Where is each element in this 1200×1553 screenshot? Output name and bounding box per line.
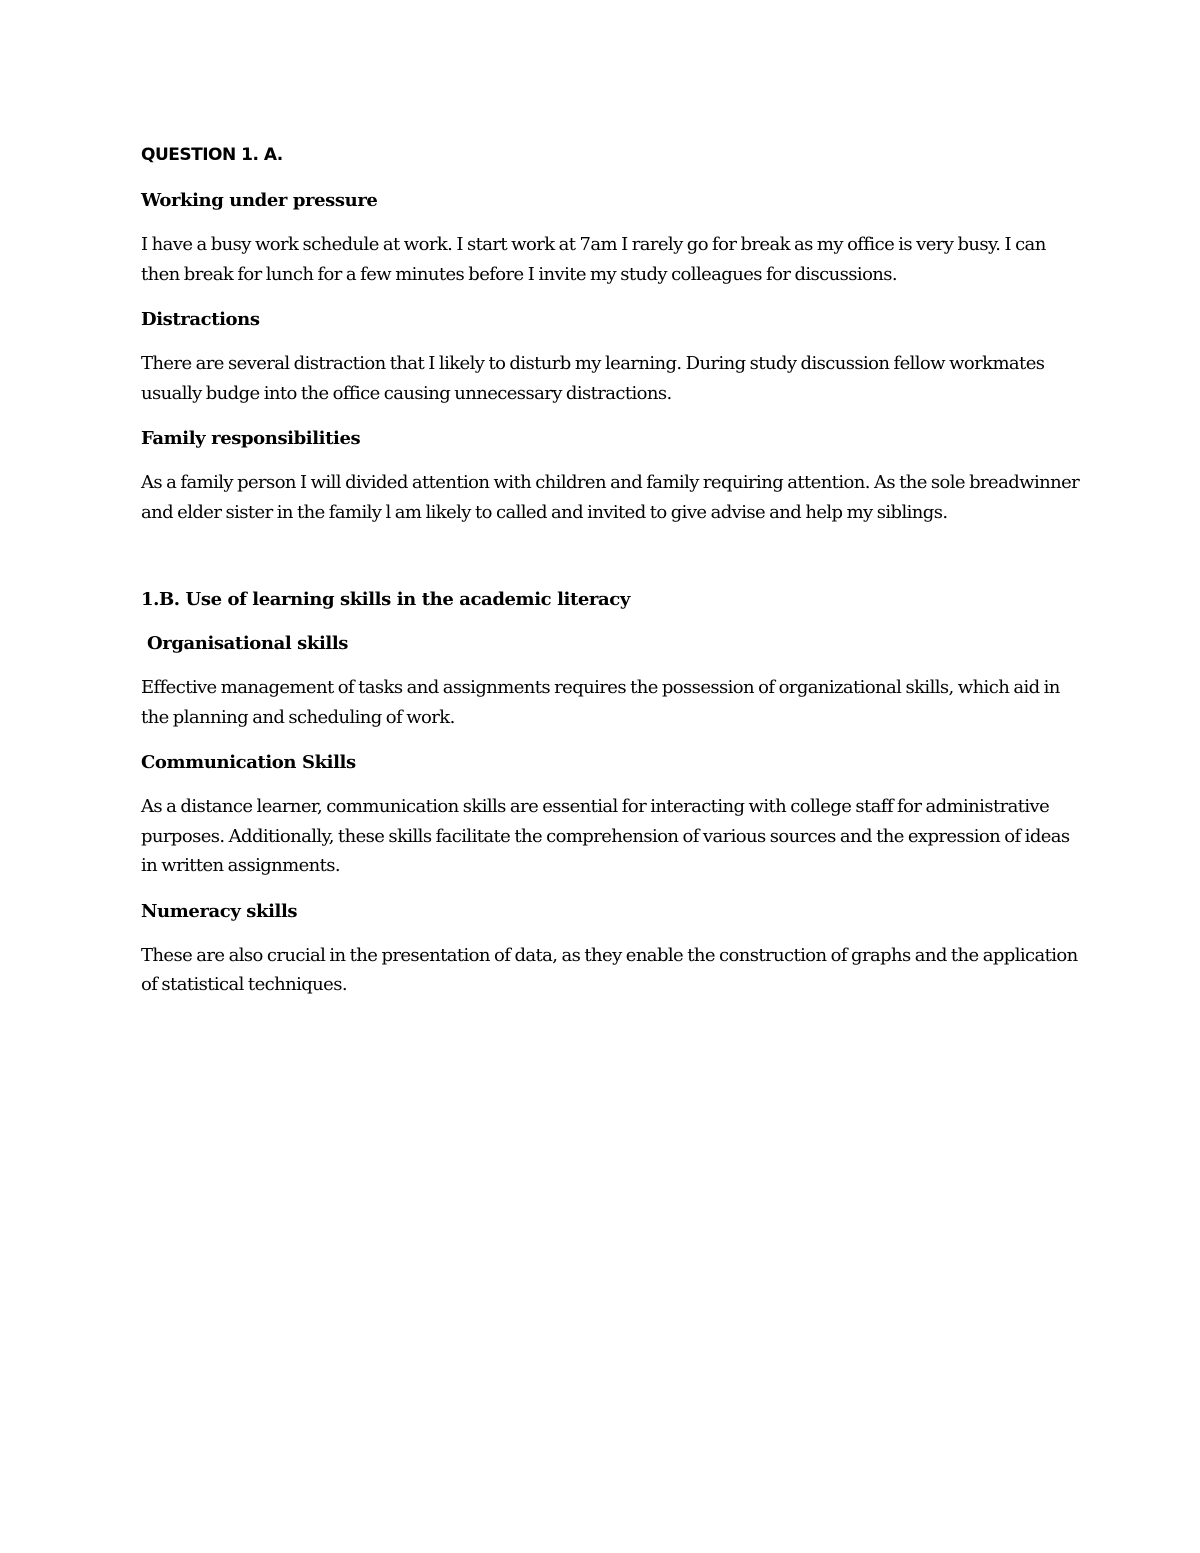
paragraph-family-responsibilities: As a family person I will divided attention with children and family requiring attention. As the sole breadwinner and elder sister in the family l am likely to called and invited to give advise and help my siblings.: [141, 472, 1080, 523]
paragraph-numeracy-skills: These are also crucial in the presentation of data, as they enable the construction of graphs and the application of statistical techniques.: [141, 944, 1078, 995]
heading-working-under-pressure: Working under pressure: [141, 190, 378, 211]
question-title: QUESTION 1. A.: [141, 145, 283, 165]
heading-family-responsibilities: Family responsibilities: [141, 428, 361, 449]
paragraph-organisational-skills: Effective management of tasks and assignments requires the possession of organizational skills, which aid in the planning and scheduling of work.: [141, 677, 1060, 728]
heading-distractions: Distractions: [141, 309, 260, 330]
section-spacer: [141, 543, 1081, 585]
paragraph-working-under-pressure: I have a busy work schedule at work. I start work at 7am I rarely go for break as my office is very busy. I can then break for lunch for a few minutes before I invite my study colleagues for discussions.: [141, 234, 1046, 285]
paragraph-distractions: There are several distraction that I likely to disturb my learning. During study discussion fellow workmates usually budge into the office causing unnecessary distractions.: [141, 353, 1045, 404]
heading-numeracy-skills: Numeracy skills: [141, 900, 298, 922]
paragraph-communication-skills: As a distance learner, communication skills are essential for interacting with college staff for administrative purposes. Additionally, these skills facilitate the comprehension of various sources and the expression of ideas in written assignments.: [141, 796, 1070, 876]
heading-organisational-skills: Organisational skills: [147, 633, 348, 654]
section-b-heading: 1.B. Use of learning skills in the academic literacy: [141, 589, 630, 610]
document-body: [141, 140, 1081, 1016]
heading-communication-skills: Communication Skills: [141, 752, 356, 773]
